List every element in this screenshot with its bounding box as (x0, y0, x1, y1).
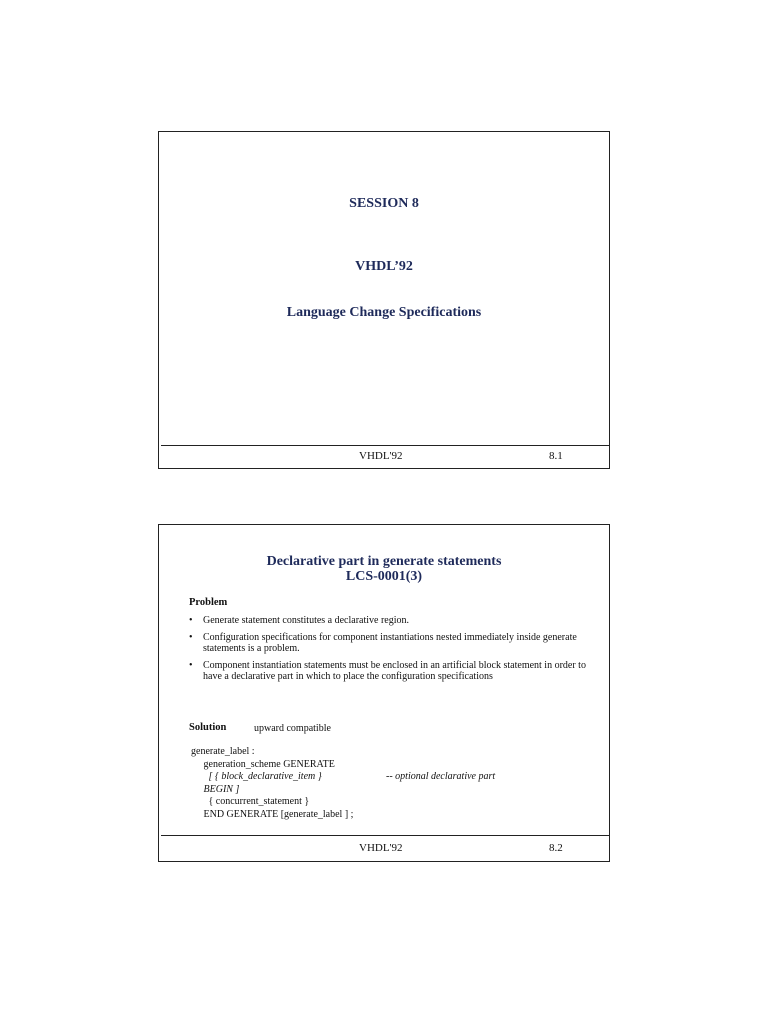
slide-subtitle: LCS-0001(3) (345, 569, 423, 584)
footer-label: VHDL'92 (359, 450, 403, 462)
slide-title: Declarative part in generate statements (266, 554, 502, 569)
bullet-text: Component instantiation statements must be enclosed in an artificial block statement in order to have a declarative part in which to place the configuration specifications (203, 659, 586, 682)
solution-heading: Solution (189, 722, 227, 733)
bullet-text: Generate statement constitutes a declarative region. (203, 615, 410, 626)
code-line: generation_scheme GENERATE (191, 758, 335, 770)
list-item (189, 660, 589, 683)
bullet-icon: • (189, 659, 193, 671)
footer-divider (161, 835, 609, 836)
session-title: SESSION 8 (349, 196, 419, 211)
page-number: 8.2 (549, 842, 563, 854)
page-number: 8.1 (549, 450, 563, 462)
bullet-icon: • (189, 615, 193, 626)
slide-8-2 (158, 524, 610, 862)
language-change-title: Language Change Specifications (286, 305, 482, 320)
code-line: END GENERATE [generate_label ] ; (191, 808, 354, 820)
footer-label: VHDL'92 (359, 842, 403, 854)
list-item (189, 632, 589, 655)
code-line: { concurrent_statement } (191, 796, 310, 807)
bullet-icon: • (189, 631, 193, 643)
bullet-text: Configuration specifications for component instantiations nested immediately inside generate statements is a problem. (203, 631, 577, 654)
footer-divider (161, 445, 609, 446)
code-line: generate_label : (191, 746, 255, 757)
list-item (189, 615, 589, 627)
problem-list (189, 615, 589, 688)
code-comment: -- optional declarative part (386, 771, 496, 782)
syntax-block (191, 746, 353, 821)
code-line: [ { block_declarative_item } (191, 771, 322, 782)
vhdl-title: VHDL’92 (355, 259, 413, 274)
code-line: BEGIN ] (191, 783, 240, 795)
problem-heading: Problem (189, 597, 228, 608)
slide-8-1 (158, 131, 610, 469)
solution-text: upward compatible (254, 723, 331, 734)
